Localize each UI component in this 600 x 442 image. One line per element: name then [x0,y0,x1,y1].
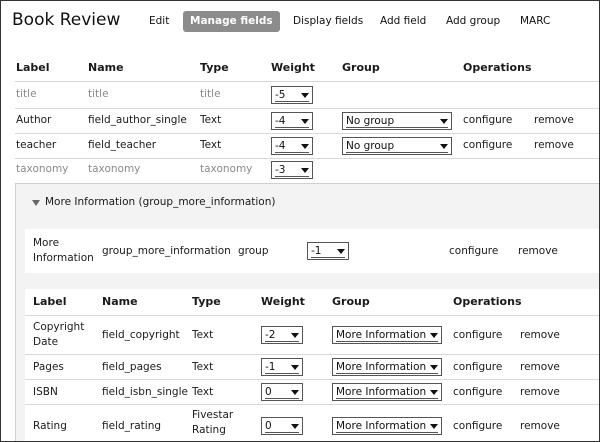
group-value: No group [346,140,395,152]
group-select[interactable] [332,417,442,435]
chevron-down-icon [430,390,438,395]
col-operations: Operations [453,295,522,308]
row-name: field_isbn_single [102,386,188,398]
row-label: Date [33,336,59,348]
row-name: field_rating [102,420,162,432]
row-label: Rating [33,420,67,432]
row-type: Text [200,114,222,126]
weight-select[interactable] [271,86,313,104]
chevron-down-icon [430,365,438,370]
divider [15,81,599,82]
table-row [1,159,599,183]
tab-edit[interactable]: Edit [149,15,170,27]
row-label: taxonomy [16,163,69,175]
col-name: Name [102,295,138,308]
row-name: field_teacher [88,139,157,151]
group-name: group_more_information [102,245,231,257]
remove-link[interactable]: remove [534,114,574,126]
chevron-down-icon [440,144,448,149]
weight-value: 0 [265,420,272,432]
group-label-line1: More [33,237,60,249]
row-type: Text [200,139,222,151]
remove-link[interactable]: remove [520,329,560,341]
remove-link[interactable]: remove [520,361,560,373]
collapse-triangle-icon[interactable] [32,200,40,206]
chevron-down-icon [440,119,448,124]
chevron-down-icon [301,144,309,149]
chevron-down-icon [291,365,299,370]
weight-value: -3 [275,164,286,176]
weight-value: -2 [265,329,276,341]
group-select[interactable] [332,326,442,344]
row-type: Text [192,386,214,398]
row-type: Text [192,329,214,341]
chevron-down-icon [430,424,438,429]
group-select[interactable] [332,383,442,401]
table-row [1,380,599,404]
chevron-down-icon [301,168,309,173]
table-row [1,355,599,379]
row-label: ISBN [33,386,58,398]
col-label: Label [33,295,67,308]
group-value: No group [346,115,395,127]
weight-select[interactable] [261,417,303,435]
group-legend[interactable]: More Information (group_more_information) [45,196,276,208]
configure-link[interactable]: configure [463,114,513,126]
group-value: More Information [336,420,427,432]
table-row [1,405,599,442]
weight-value: -4 [275,115,286,127]
col-name: Name [88,61,124,74]
col-weight: Weight [261,295,305,308]
group-value: More Information [336,329,427,341]
row-name: field_copyright [102,329,180,341]
col-operations: Operations [463,61,532,74]
table-row [1,84,599,108]
tab-add-field[interactable]: Add field [380,15,427,27]
row-type: Fivestar [192,409,234,421]
row-label: Copyright [33,321,85,333]
row-name: field_author_single [88,114,187,126]
remove-link[interactable]: remove [534,139,574,151]
configure-link[interactable]: configure [453,386,503,398]
group-select[interactable] [332,358,442,376]
configure-link[interactable]: configure [453,361,503,373]
group-row [1,229,599,273]
tab-marc[interactable]: MARC [520,15,551,27]
table-row [1,316,599,354]
chevron-down-icon [337,249,345,254]
weight-select[interactable] [261,358,303,376]
weight-select[interactable] [271,112,313,130]
table-header [1,295,599,315]
weight-value: -1 [311,245,322,257]
chevron-down-icon [301,119,309,124]
row-label: Author [16,114,52,126]
configure-link[interactable]: configure [453,420,503,432]
row-type: taxonomy [200,163,253,175]
tab-manage-fields[interactable]: Manage fields [183,11,280,32]
table-row [1,134,599,158]
group-select[interactable] [342,137,452,155]
page-title: Book Review [12,10,121,30]
row-name: field_pages [102,361,162,373]
col-label: Label [16,61,50,74]
configure-link[interactable]: configure [453,329,503,341]
page-header [1,1,599,41]
group-value: More Information [336,361,427,373]
weight-value: -4 [275,140,286,152]
row-type: Rating [192,424,226,436]
chevron-down-icon [291,390,299,395]
weight-value: -5 [275,89,286,101]
configure-link[interactable]: configure [449,245,499,257]
row-type: Text [192,361,214,373]
chevron-down-icon [291,333,299,338]
remove-link[interactable]: remove [520,420,560,432]
group-value: More Information [336,386,427,398]
chevron-down-icon [291,424,299,429]
row-type: title [200,88,221,100]
weight-select[interactable] [261,383,303,401]
tab-display-fields[interactable]: Display fields [293,15,364,27]
weight-select[interactable] [307,242,349,260]
configure-link[interactable]: configure [463,139,513,151]
chevron-down-icon [301,93,309,98]
col-weight: Weight [271,61,315,74]
remove-link[interactable]: remove [520,386,560,398]
col-type: Type [200,61,229,74]
col-group: Group [342,61,380,74]
remove-link[interactable]: remove [518,245,558,257]
tab-add-group[interactable]: Add group [446,15,501,27]
group-type: group [238,245,269,257]
weight-select[interactable] [271,137,313,155]
weight-value: -1 [265,361,276,373]
group-select[interactable] [342,112,452,130]
chevron-down-icon [430,333,438,338]
weight-select[interactable] [261,326,303,344]
col-group: Group [332,295,370,308]
row-name: taxonomy [88,163,141,175]
row-name: title [88,88,109,100]
row-label: title [16,88,37,100]
table-row [1,109,599,133]
col-type: Type [192,295,221,308]
row-label: Pages [33,361,64,373]
table-header [1,61,599,81]
row-label: teacher [16,139,57,151]
group-label-line2: Information [33,252,94,264]
weight-select[interactable] [271,161,313,179]
weight-value: 0 [265,386,272,398]
